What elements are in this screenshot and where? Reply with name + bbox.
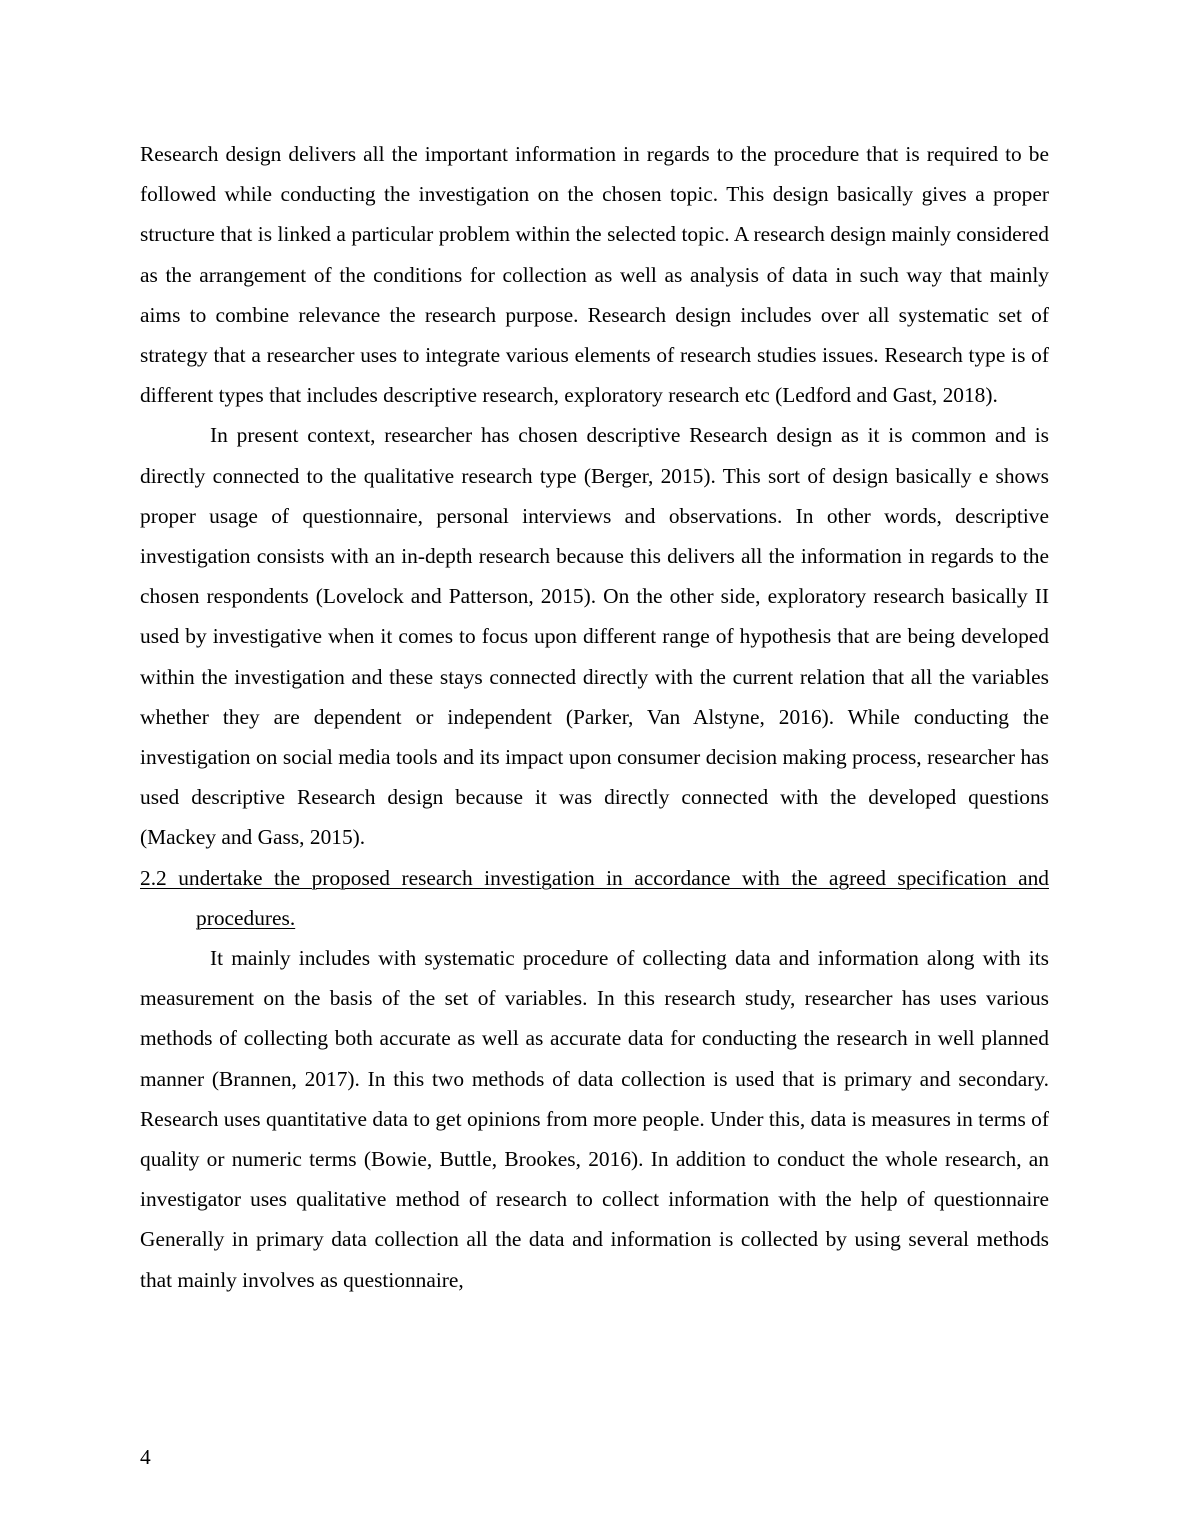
document-body <box>140 134 1049 1300</box>
page-number: 4 <box>140 1445 151 1469</box>
section-heading: 2.2 undertake the proposed research investigation in accordance with the agreed specification and procedures. <box>140 865 1049 930</box>
paragraph-descriptive-design: In present context, researcher has chosen descriptive Research design as it is common and is directly connected to the qualitative research type (Berger, 2015). This sort of design basically e shows proper usage of questionnaire, personal interviews and observations. In other words, descriptive investigation consists with an in-depth research because this delivers all the information in regards to the chosen respondents (Lovelock and Patterson, 2015). On the other side, exploratory research basically II used by investigative when it comes to focus upon different range of hypothesis that are being developed within the investigation and these stays connected directly with the current relation that all the variables whether they are dependent or independent (Parker, Van Alstyne, 2016). While conducting the investigation on social media tools and its impact upon consumer decision making process, researcher has used descriptive Research design because it was directly connected with the developed questions (Mackey and Gass, 2015). <box>140 423 1049 850</box>
paragraph-data-collection: It mainly includes with systematic procedure of collecting data and information along with its measurement on the basis of the set of variables. In this research study, researcher has uses various methods of collecting both accurate as well as accurate data for conducting the research in well planned manner (Brannen, 2017). In this two methods of data collection is used that is primary and secondary. Research uses quantitative data to get opinions from more people. Under this, data is measures in terms of quality or numeric terms (Bowie, Buttle, Brookes, 2016). In addition to conduct the whole research, an investigator uses qualitative method of research to collect information with the help of questionnaire Generally in primary data collection all the data and information is collected by using several methods that mainly involves as questionnaire, <box>140 946 1049 1292</box>
paragraph-research-design: Research design delivers all the important information in regards to the procedure that is required to be followed while conducting the investigation on the chosen topic. This design basically gives a proper structure that is linked a particular problem within the selected topic. A research design mainly considered as the arrangement of the conditions for collection as well as analysis of data in such way that mainly aims to combine relevance the research purpose. Research design includes over all systematic set of strategy that a researcher uses to integrate various elements of research studies issues. Research type is of different types that includes descriptive research, exploratory research etc (Ledford and Gast, 2018). <box>140 142 1049 408</box>
